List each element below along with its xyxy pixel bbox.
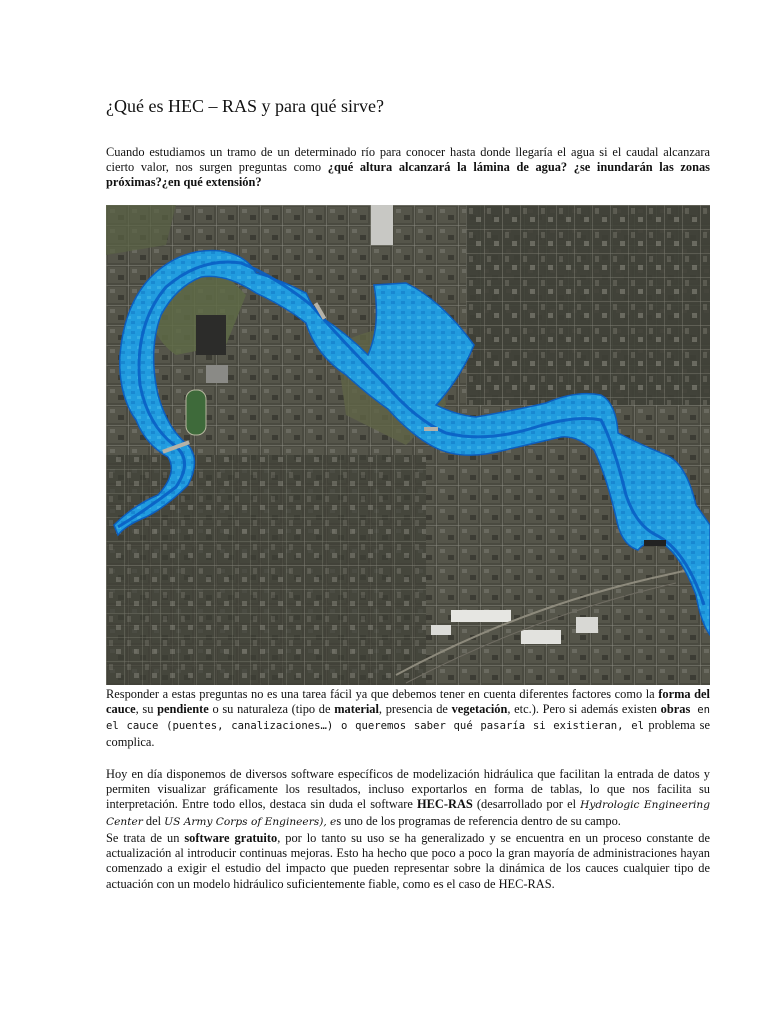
factors-text-4: , presencia de	[378, 702, 452, 717]
factors-text-6: problema se complica.	[106, 718, 710, 749]
intro-text: Cuando estudiamos un tramo de un determinado río para conocer hasta donde llegaría el agua si el caudal alcanzara cierto valor, nos surgen preguntas como	[106, 145, 710, 175]
software-text-2: (desarrollado por el	[472, 797, 581, 812]
term-forma-del-cauce: forma del cauce	[106, 687, 710, 717]
factors-text-2: , su	[135, 702, 158, 717]
free-text-2: , por lo tanto su uso se ha generalizado y se encuentra en un proceso constante de actualización al introducir continuas mejoras. Esto ha hecho que poco a poco la gran mayoría de administraciones hayan comenzado a exigir el estudio del impacto que pueden representar sobre la dinámica de los cauces cualquier tipo de actuación con un modelo hidráulico suficientemente fiable, como es el caso de HEC-RAS.	[106, 831, 710, 891]
factors-text-1: Responder a estas preguntas no es una tarea fácil ya que debemos tener en cuenta diferentes factores como la	[106, 687, 659, 701]
free-text-1: Se trata de un	[106, 831, 185, 845]
term-vegetacion: vegetación	[451, 702, 508, 717]
free-software-paragraph	[106, 831, 710, 892]
flood-map-image	[106, 205, 710, 685]
factors-text-3: o su naturaleza (tipo de	[208, 702, 335, 717]
factors-mono-text: en el cauce (puentes, canalizaciones…) o queremos saber qué pasaría si existieran, el	[106, 704, 711, 733]
term-material: material	[334, 702, 379, 717]
page-title: ¿Qué es HEC – RAS y para qué sirve?	[106, 96, 384, 116]
term-software-gratuito: software gratuito	[184, 831, 278, 845]
software-paragraph	[106, 767, 710, 830]
intro-questions: ¿qué altura alcanzará la lámina de agua? ¿se inundarán las zonas próximas?¿en qué extensión?	[106, 160, 710, 190]
factors-paragraph	[106, 687, 710, 750]
software-text-1: Hoy en día disponemos de diversos software específicos de modelización hidráulica que facilitan la entrada de datos y permiten visualizar gráficamente los resultados, incluso exportarlos en forma de tablas, lo que nos facilita su interpretación. Entre todo ellos, destaca sin duda el software	[106, 767, 710, 812]
software-text-3: del	[142, 813, 165, 828]
term-pendiente: pendiente	[157, 702, 209, 717]
intro-paragraph	[106, 145, 710, 191]
term-hydrologic-engineering-center: Hydrologic Engineering Center	[106, 799, 710, 828]
term-us-army-corps: US Army Corps of Engineers), e	[164, 815, 337, 828]
software-text-4: s uno de los programas de referencia dentro de su campo.	[336, 813, 621, 828]
term-obras: obras	[660, 702, 691, 717]
term-hec-ras: HEC-RAS	[417, 797, 473, 812]
factors-text-5: , etc.). Pero si además existen	[507, 702, 661, 717]
